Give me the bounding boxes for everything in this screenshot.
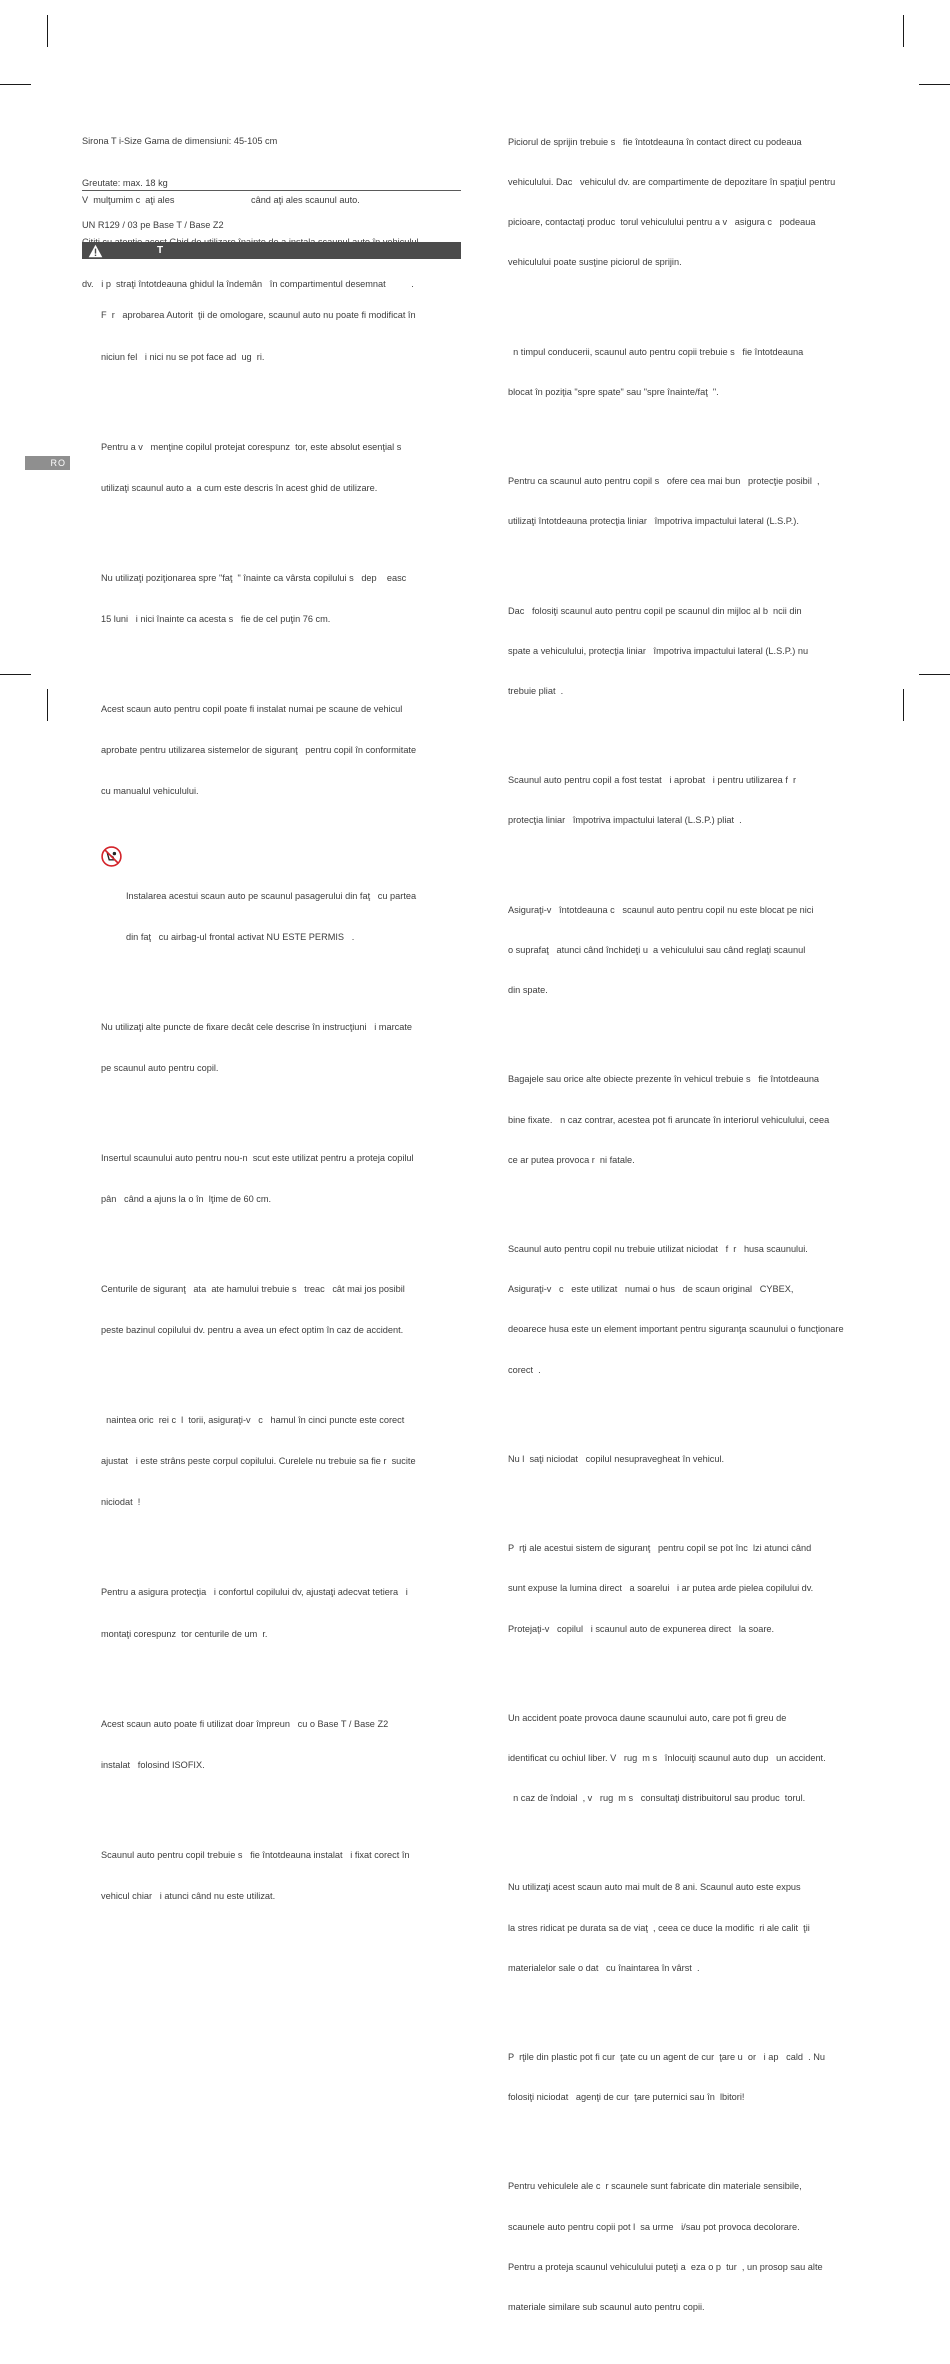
text-line: sunt expuse la lumina direct a soarelui i ar putea arde pielea copilului dv. — [508, 1583, 814, 1594]
warning-item — [508, 109, 888, 297]
text-line: Centurile de siguranţ ata ate hamului trebuie s treac cât mai jos posibil — [101, 1284, 405, 1295]
text-line: Nu utilizaţi acest scaun auto mai mult de 8 ani. Scaunul auto este expus — [508, 1882, 801, 1893]
text-line: aprobate pentru utilizarea sistemelor de siguranţ pentru copil în conformitate — [101, 744, 417, 755]
text-line: o suprafaţ atunci când închideţi u a vehiculului sau când reglaţi scaunul — [508, 944, 806, 955]
text-line: peste bazinul copilului dv. pentru a avea un efect optim în caz de accident. — [101, 1325, 404, 1336]
text-line: Pentru vehiculele ale c r scaunele sunt fabricate din materiale sensibile, — [508, 2181, 802, 2192]
warning-list — [101, 262, 461, 1952]
text-line: blocat în poziţia "spre spate" sau "spre înainte/faţ ". — [508, 386, 719, 397]
text-line: pe scaunul auto pentru copil. — [101, 1062, 219, 1073]
spec-line: Sirona T i-Size Gama de dimensiuni: 45-105 cm — [82, 136, 278, 146]
warning-item — [101, 1690, 461, 1800]
warning-item — [508, 2024, 888, 2131]
text-line: Pentru a v menţine copilul protejat corespunz tor, este absolut esenţial s — [101, 441, 402, 452]
warning-item — [101, 993, 461, 1103]
thank-you-line: V mulţumim c aţi ales când aţi ales scaunul auto. — [82, 195, 360, 205]
text-line: vehicul chiar i atunci când nu este utilizat. — [101, 1890, 276, 1901]
text-line: deoarece husa este un element important pentru siguranţa scaunului o funcţionare — [508, 1324, 844, 1335]
crop-mark — [47, 689, 48, 721]
warning-item — [101, 544, 461, 654]
text-line: P rţi ale acestui sistem de siguranţ pentru copil se pot înc lzi atunci când — [508, 1543, 812, 1554]
warning-header-bar — [82, 242, 461, 259]
text-line: din faţ cu airbag-ul frontal activat NU ESTE PERMIS . — [126, 931, 355, 942]
warning-item — [101, 1125, 461, 1235]
text-line: Nu l saţi niciodat copilul nesupravegheat în vehicul. — [508, 1453, 725, 1464]
warning-item — [508, 578, 888, 725]
language-tab: RO — [25, 456, 70, 470]
text-line: bine fixate. n caz contrar, acestea pot fi aruncate în interiorul vehiculului, ceea — [508, 1114, 830, 1125]
text-line: protecţia liniar împotriva impactului lateral (L.S.P.) pliat . — [508, 815, 742, 826]
text-line: Insertul scaunului auto pentru nou-n scut este utilizat pentru a proteja copilul — [101, 1152, 414, 1163]
text-line: trebuie pliat . — [508, 686, 564, 696]
text-line: Asiguraţi-v întotdeauna c scaunul auto pentru copil nu este blocat pe nici — [508, 904, 814, 915]
text-line: folosiţi niciodat agenţi de cur ţare puternici sau în lbitori! — [508, 2092, 745, 2103]
text-line: Piciorul de sprijin trebuie s fie întotdeauna în contact direct cu podeaua — [508, 136, 802, 147]
text-line: instalat folosind ISOFIX. — [101, 1759, 205, 1770]
text-line: Scaunul auto pentru copil nu trebuie utilizat niciodat f r husa scaunului. — [508, 1243, 808, 1254]
text-line: Acest scaun auto pentru copil poate fi instalat numai pe scaune de vehicul — [101, 703, 403, 714]
text-line: Dac folosiţi scaunul auto pentru copil pe scaunul din mijloc al b ncii din — [508, 605, 802, 616]
warning-item — [508, 448, 888, 555]
text-line: P rţile din plastic pot fi cur ţate cu un agent de cur ţare u or i ap cald . Nu — [508, 2052, 825, 2063]
text-line: Nu utilizaţi poziţionarea spre "faţ " înainte ca vârsta copilului s dep easc — [101, 572, 407, 583]
text-line: Pentru a proteja scaunul vehiculului puteţi a eza o p tur , un prosop sau alte — [508, 2261, 823, 2272]
text-line: Acest scaun auto poate fi utilizat doar împreun cu o Base T / Base Z2 — [101, 1718, 389, 1729]
text-line: n timpul conducerii, scaunul auto pentru copii trebuie s fie întotdeauna — [508, 346, 804, 357]
text-line: Protejaţi-v copilul i scaunul auto de expunerea direct la soare. — [508, 1623, 775, 1634]
crop-mark — [919, 84, 950, 85]
text-line: materialelor sale o dat cu înaintarea în vârst . — [508, 1962, 700, 1973]
text-line: vehiculului poate susţine piciorul de sprijin. — [508, 257, 682, 268]
text-line: Asiguraţi-v c este utilizat numai o hus de scaun original CYBEX, — [508, 1284, 794, 1295]
spec-line: UN R129 / 03 pe Base T / Base Z2 — [82, 220, 224, 230]
warning-item — [508, 877, 888, 1024]
text-line: niciodat ! — [101, 1497, 141, 1508]
warning-title: T — [157, 245, 164, 256]
text-line: la stres ridicat pe durata sa de viaţ , ceea ce duce la modific ri ale calit ţii — [508, 1922, 810, 1933]
text-line: niciun fel i nici nu se pot face ad ug ri. — [101, 351, 265, 362]
text-line: n caz de îndoial , v rug m s consultaţi distribuitorul sau produc torul. — [508, 1793, 806, 1804]
crop-mark — [919, 674, 950, 675]
warning-item — [101, 675, 461, 826]
text-line: 15 luni i nici înainte ca acesta s fie de cel puţin 76 cm. — [101, 613, 331, 624]
warning-item — [101, 1559, 461, 1669]
text-line: utilizaţi scaunul auto a a cum este descris în acest ghid de utilizare. — [101, 482, 378, 493]
warning-triangle-icon — [88, 244, 103, 258]
text-line: montaţi corespunz tor centurile de um r. — [101, 1628, 268, 1639]
warning-item — [508, 747, 888, 854]
text-line: picioare, contactaţi produc torul vehiculului pentru a v asigura c podeaua — [508, 217, 816, 228]
warning-item — [508, 2154, 888, 2342]
text-line: identificat cu ochiul liber. V rug m s înlocuiţi scaunul auto dup un accident. — [508, 1752, 826, 1763]
text-line: dv. i p straţi întotdeauna ghidul la îndemân în compartimentul desemnat . — [82, 279, 414, 289]
warning-item — [508, 1047, 888, 1194]
no-airbag-icon — [101, 846, 122, 867]
text-line: din spate. — [508, 985, 548, 996]
warning-list-continued — [508, 89, 888, 2364]
text-line: ajustat i este strâns peste corpul copilului. Curelele nu trebuie sa fie r sucite — [101, 1456, 416, 1467]
warning-item — [508, 1216, 888, 1404]
divider — [82, 190, 461, 191]
warning-item — [101, 1387, 461, 1538]
text-line: Un accident poate provoca daune scaunului auto, care pot fi greu de — [508, 1712, 787, 1723]
crop-mark — [0, 674, 31, 675]
text-line: scaunele auto pentru copii pot l sa urme i/sau pot provoca decolorare. — [508, 2221, 800, 2232]
text-line: cu manualul vehiculului. — [101, 786, 199, 796]
warning-item — [508, 1685, 888, 1832]
text-line: Scaunul auto pentru copil a fost testat i aprobat i pentru utilizarea f r — [508, 775, 797, 786]
text-line: pân când a ajuns la o în lţime de 60 cm. — [101, 1194, 272, 1205]
warning-item-airbag — [101, 849, 461, 972]
warning-item — [101, 282, 461, 392]
text-line: Instalarea acestui scaun auto pe scaunul pasagerului din faţ cu partea — [126, 890, 417, 901]
warning-item — [508, 1515, 888, 1662]
warning-item — [101, 413, 461, 523]
warning-item — [101, 1256, 461, 1366]
crop-mark — [903, 15, 904, 47]
crop-mark — [0, 84, 31, 85]
text-line: corect . — [508, 1364, 541, 1375]
text-line: Nu utilizaţi alte puncte de fixare decât cele descrise în instrucţiuni i marcate — [101, 1021, 412, 1032]
text-line: utilizaţi întotdeauna protecţia liniar împotriva impactului lateral (L.S.P.). — [508, 516, 799, 527]
warning-item — [101, 1821, 461, 1931]
crop-mark — [903, 689, 904, 721]
text-line: vehiculului. Dac vehiculul dv. are compartimente de depozitare în spaţiul pentru — [508, 177, 836, 188]
crop-mark — [47, 15, 48, 47]
text-line: Bagajele sau orice alte obiecte prezente în vehicul trebuie s fie întotdeauna — [508, 1074, 820, 1085]
warning-item — [508, 1426, 888, 1493]
text-line: Pentru ca scaunul auto pentru copil s ofere cea mai bun protecţie posibil , — [508, 476, 820, 487]
warning-item — [508, 319, 888, 426]
warning-item — [508, 1855, 888, 2002]
text-line: materiale similare sub scaunul auto pentru copii. — [508, 2302, 705, 2313]
text-line: naintea oric rei c l torii, asiguraţi-v c hamul în cinci puncte este corect — [101, 1415, 405, 1426]
text-line: spate a vehiculului, protecţia liniar împotriva impactului lateral (L.S.P.) nu — [508, 645, 809, 656]
text-line: ce ar putea provoca r ni fatale. — [508, 1154, 635, 1165]
text-line: F r aprobarea Autorit ţii de omologare, scaunul auto nu poate fi modificat în — [101, 310, 416, 321]
spec-line: Greutate: max. 18 kg — [82, 178, 168, 188]
text-line: Scaunul auto pentru copil trebuie s fie întotdeauna instalat i fixat corect în — [101, 1849, 410, 1860]
text-line: Pentru a asigura protecţia i confortul copilului dv, ajustaţi adecvat tetiera i — [101, 1587, 408, 1598]
